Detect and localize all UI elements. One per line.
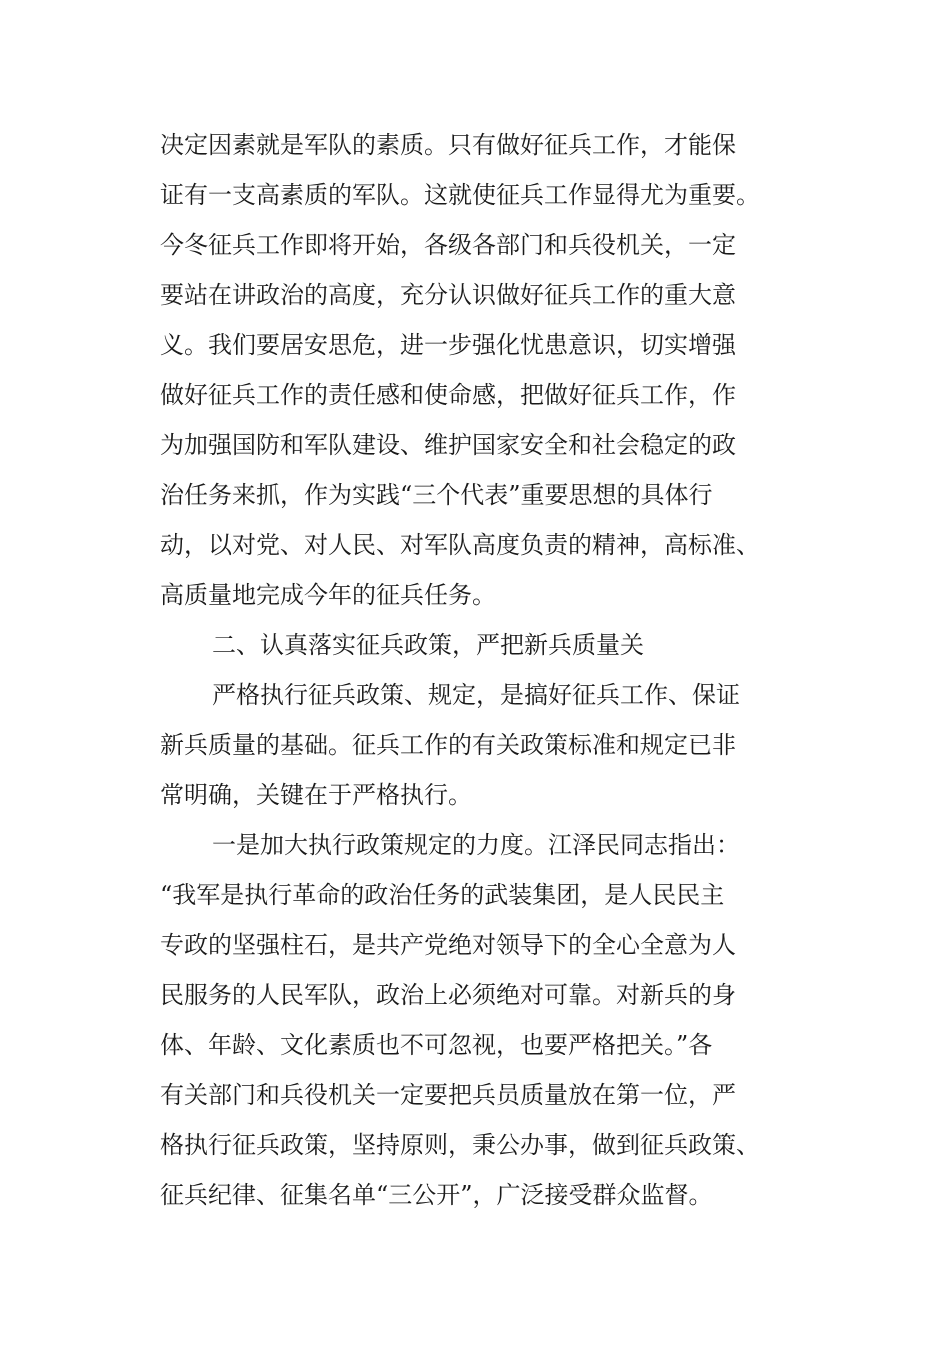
text-line: 治任务来抓，作为实践“三个代表”重要思想的具体行 (160, 481, 713, 509)
text-line: 为加强国防和军队建设、维护国家安全和社会稳定的政 (160, 431, 736, 459)
text-line: 证有一支高素质的军队。这就使征兵工作显得尤为重要。 (160, 181, 760, 209)
section-heading: 二、认真落实征兵政策，严把新兵质量关 (212, 631, 644, 659)
text-line: 义。我们要居安思危，进一步强化忧患意识，切实增强 (160, 331, 736, 359)
text-line: 体、年龄、文化素质也不可忽视，也要严格把关。”各 (160, 1031, 713, 1059)
text-line: 新兵质量的基础。征兵工作的有关政策标准和规定已非 (160, 731, 736, 759)
text-line: 征兵纪律、征集名单“三公开”，广泛接受群众监督。 (160, 1181, 713, 1209)
text-line: 做好征兵工作的责任感和使命感，把做好征兵工作，作 (160, 381, 736, 409)
text-line: 今冬征兵工作即将开始，各级各部门和兵役机关，一定 (160, 231, 736, 259)
text-line: 有关部门和兵役机关一定要把兵员质量放在第一位，严 (160, 1081, 736, 1109)
text-line: 常明确，关键在于严格执行。 (160, 781, 472, 809)
text-line: 高质量地完成今年的征兵任务。 (160, 581, 496, 609)
text-line: 要站在讲政治的高度，充分认识做好征兵工作的重大意 (160, 281, 736, 309)
text-line: 民服务的人民军队，政治上必须绝对可靠。对新兵的身 (160, 981, 736, 1009)
text-line: 格执行征兵政策，坚持原则，秉公办事，做到征兵政策、 (160, 1131, 760, 1159)
text-line: 决定因素就是军队的素质。只有做好征兵工作，才能保 (160, 131, 736, 159)
text-line: 严格执行征兵政策、规定，是搞好征兵工作、保证 (212, 681, 740, 709)
text-line: 专政的坚强柱石，是共产党绝对领导下的全心全意为人 (160, 931, 736, 959)
text-line: 一是加大执行政策规定的力度。江泽民同志指出： (212, 831, 740, 859)
text-line: “我军是执行革命的政治任务的武装集团，是人民民主 (160, 881, 725, 909)
text-line: 动，以对党、对人民、对军队高度负责的精神，高标准、 (160, 531, 760, 559)
body-text (160, 120, 760, 1220)
